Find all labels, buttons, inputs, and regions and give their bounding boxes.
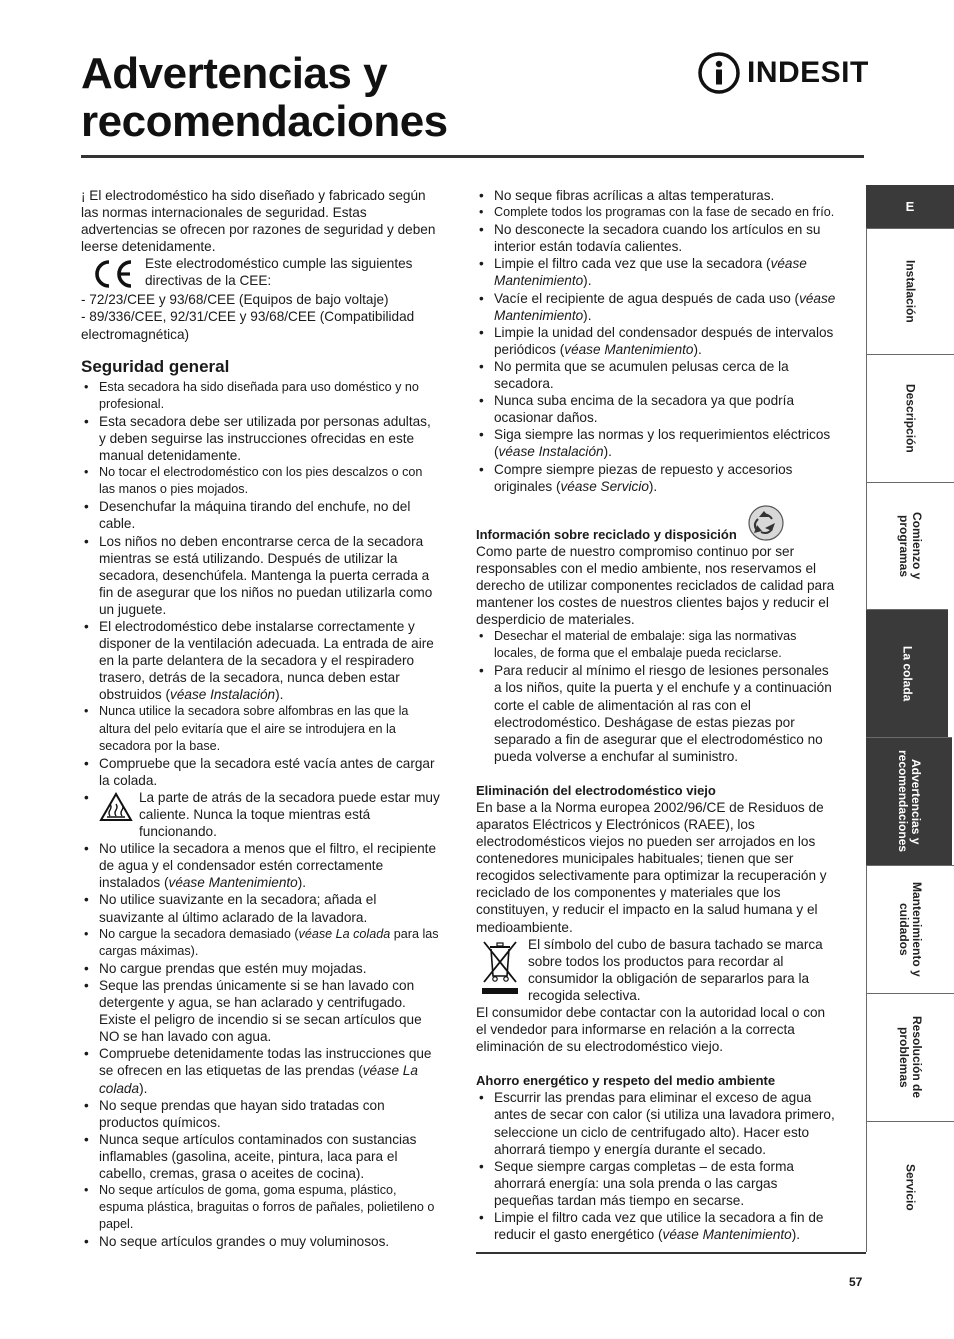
list-item: • Desenchufar la máquina tirando del enchufe, no del cable.	[81, 498, 441, 532]
safety-list-continued	[476, 187, 838, 495]
list-item: • Nunca seque artículos contaminados con sustancias inflamables (gasolina, aceite, pintura, laca para el cabello, cremas, grasa o aceites de cocina).	[81, 1131, 441, 1182]
title-line-1: Advertencias y	[81, 49, 388, 98]
directive-emc: - 89/336/CEE, 92/31/CEE y 93/68/CEE (Compatibilidad electromagnética)	[81, 309, 415, 342]
list-item: • No seque prendas que hayan sido tratadas con productos químicos.	[81, 1097, 441, 1131]
energy-list	[476, 1089, 838, 1243]
list-item: • Los niños no deben encontrarse cerca de la secadora mientras se está utilizando. Después de utilizar la secadora, desenchúfela. Mantenga la puerta cerrada a fin de asegurar que los niños no puedan utilizarla como un juguete.	[81, 533, 441, 618]
section-heading-safety: Seguridad general	[81, 356, 230, 376]
list-item	[81, 789, 441, 840]
tab-descripcion[interactable]	[866, 354, 954, 482]
list-item: • Seque las prendas únicamente si se han lavado con detergente y agua, se han aclarado y centrifugado. Existe el peligro de incendio si se secan artículos que NO se han lavado con agua.	[81, 977, 441, 1045]
cross-reference: véase Instalación	[170, 687, 276, 703]
ce-block	[81, 255, 441, 291]
tab-servicio[interactable]	[866, 1121, 954, 1252]
cross-reference: véase Instalación	[498, 444, 604, 460]
tab-label: Resolución de problemas	[897, 1016, 924, 1099]
brand-name: INDESIT	[747, 56, 869, 89]
recycling-globe-icon	[745, 503, 787, 543]
brand-logo	[697, 51, 869, 95]
list-item: • Complete todos los programas con la fase de secado en frío.	[476, 204, 838, 221]
list-item: • Compruebe detenidamente todas las instrucciones que se ofrecen en las etiquetas de las prendas (véase La colada).	[81, 1045, 441, 1096]
cross-reference: véase Mantenimiento	[662, 1227, 792, 1243]
list-item: • Nunca suba encima de la secadora ya que podría ocasionar daños.	[476, 392, 838, 426]
tab-mantenimiento[interactable]	[866, 865, 954, 993]
list-item: • Desechar el material de embalaje: siga las normativas locales, de forma que el embalaje pueda reciclarse.	[476, 628, 838, 662]
list-item: • Esta secadora debe ser utilizada por personas adultas, y deben seguirse las instrucciones ofrecidas en este manual detenidamente.	[81, 413, 441, 464]
list-item: • Limpie el filtro cada vez que use la secadora (véase Mantenimiento).	[476, 255, 838, 289]
disposal-contact-paragraph: El consumidor debe contactar con la autoridad local o con el vendedor para informarse en relación a la correcta eliminación de su electrodoméstico viejo.	[476, 1005, 826, 1055]
tab-label: Comienzo y programas	[897, 512, 924, 580]
section-heading-energy: Ahorro energético y respeto del medio ambiente	[476, 1073, 776, 1089]
list-item: • No tocar el electrodoméstico con los pies descalzos o con las manos o pies mojados.	[81, 464, 441, 498]
tab-label: Descripción	[903, 384, 918, 453]
weee-block	[476, 936, 838, 1004]
bin-symbol-text: El símbolo del cubo de basura tachado se marca sobre todos los productos para recordar al consumidor la obligación de separarlos para la recogida selectiva.	[528, 936, 823, 1003]
indesit-i-icon	[697, 51, 741, 95]
tab-label: Mantenimiento y cuidados	[897, 882, 924, 977]
list-item: • No utilice suavizante en la secadora; añada el suavizante al último aclarado de la lavadora.	[81, 891, 441, 925]
list-item: • Limpie el filtro cada vez que utilice la secadora a fin de reducir el gasto energético (véase Mantenimiento).	[476, 1209, 838, 1243]
section-sidebar	[866, 185, 954, 1252]
directive-low-voltage: - 72/23/CEE y 93/68/CEE (Equipos de bajo voltaje)	[81, 292, 389, 308]
title-line-2: recomendaciones	[81, 97, 448, 146]
disposal-paragraph: En base a la Norma europea 2002/96/CE de Residuos de aparatos Eléctricos y Electrónicos (RAEE), los electrodomésticos viejos no pueden ser arrojados en los contenedores municipales habituales; tienen que ser recogidos selectivamente para optimizar la recuperación y reciclado de los componentes y materiales que los constituyen, y reducir el impacto en la salud humana y el medioambiente.	[476, 799, 827, 935]
tab-resolucion[interactable]	[866, 993, 954, 1121]
list-item: • No utilice la secadora a menos que el filtro, el recipiente de agua y el condensador estén correctamente instalados (véase Mantenimiento).	[81, 840, 441, 891]
crossed-bin-icon	[480, 938, 520, 994]
list-item: • No seque artículos grandes o muy voluminosos.	[81, 1233, 441, 1250]
list-item: • Nunca utilice la secadora sobre alfombras en las que la altura del pelo evitaría que el aire se introdujera en la secadora por la base.	[81, 703, 441, 754]
cross-reference: véase Mantenimiento	[564, 341, 694, 357]
list-item: • El electrodoméstico debe instalarse correctamente y disponer de la ventilación adecuada. La entrada de aire en la parte delantera de la secadora y el respiradero trasero, detrás de la secadora, nunca deben estar obstruidos (véase Instalación).	[81, 618, 441, 703]
cross-reference: véase Servicio	[560, 478, 649, 494]
recycling-list	[476, 628, 838, 765]
tab-label: La colada	[900, 645, 915, 702]
ce-text: Este electrodoméstico cumple las siguientes directivas de la CEE:	[145, 256, 413, 289]
cross-reference: véase Mantenimiento	[494, 256, 807, 289]
title-divider	[81, 155, 864, 158]
bottom-divider	[476, 1252, 866, 1254]
list-item: • Compruebe que la secadora esté vacía antes de cargar la colada.	[81, 755, 441, 789]
cross-reference: véase La colada	[298, 926, 391, 941]
list-item: • Para reducir al mínimo el riesgo de lesiones personales a los niños, quite la puerta y el enchufe y a continuación corte el cable de alimentación al ras con el electrodoméstico. Deshágase de estas piezas por separado a fin de asegurar que el electrodoméstico no pueda volverse a enchufar al suministro.	[476, 662, 838, 765]
list-item: • No permita que se acumulen pelusas cerca de la secadora.	[476, 358, 838, 392]
section-heading-disposal: Eliminación del electrodoméstico viejo	[476, 782, 716, 798]
list-item: • Esta secadora ha sido diseñada para uso doméstico y no profesional.	[81, 379, 441, 413]
page-title	[81, 50, 448, 146]
list-item: • Limpie la unidad del condensador después de intervalos periódicos (véase Mantenimiento).	[476, 324, 838, 358]
page-number: 57	[849, 1275, 863, 1289]
list-item: • No desconecte la secadora cuando los artículos en su interior están todavía calientes.	[476, 221, 838, 255]
hot-surface-text: • La parte de atrás de la secadora puede estar muy caliente. Nunca la toque mientras está funcionando.	[139, 789, 440, 840]
language-tab[interactable]: E	[866, 185, 954, 228]
list-item: • No seque artículos de goma, goma espuma, plástico, espuma plástica, braguitas o forros de pañales, polietileno o papel.	[81, 1182, 441, 1233]
tab-label: Instalación	[903, 260, 918, 323]
right-column	[476, 187, 838, 1243]
list-item: • No seque fibras acrílicas a altas temperaturas.	[476, 187, 838, 204]
recycling-heading-row	[476, 503, 838, 543]
list-item: • No cargue prendas que estén muy mojadas.	[81, 960, 441, 977]
cross-reference: véase Mantenimiento	[168, 875, 298, 891]
list-item: • Vacíe el recipiente de agua después de cada uso (véase Mantenimiento).	[476, 290, 838, 324]
ce-mark-icon	[87, 257, 137, 291]
recycling-paragraph: Como parte de nuestro compromiso continuo por ser responsables con el medio ambiente, nos reservamos el derecho de utilizar componentes reciclados de calidad para mantener los costes de nuestros clientes bajos y reducir el desperdicio de materiales.	[476, 543, 835, 628]
list-item: • Escurrir las prendas para eliminar el exceso de agua antes de secar con calor (si utiliza una lavadora primero, seleccione un ciclo de centrifugado alto). Hacer esto ahorrará tiempo y energía durante el secado.	[476, 1089, 838, 1157]
cross-reference: véase La colada	[99, 1063, 418, 1096]
tab-label: Servicio	[903, 1163, 918, 1211]
safety-list	[81, 379, 441, 1251]
list-item: • No cargue la secadora demasiado (véase La colada para las cargas máximas).	[81, 926, 441, 960]
tab-comienzo-y-programas[interactable]	[866, 482, 954, 609]
intro-paragraph: ¡ El electrodoméstico ha sido diseñado y fabricado según las normas internacionales de seguridad. Estas advertencias se ofrecen por razones de seguridad y deben leerse detenidamente.	[81, 188, 436, 255]
list-item: • Compre siempre piezas de repuesto y accesorios originales (véase Servicio).	[476, 461, 838, 495]
section-heading-recycling: Información sobre reciclado y disposición	[476, 526, 737, 542]
tab-label: Advertencias y recomendaciones	[896, 750, 923, 853]
left-column	[81, 187, 441, 1250]
tab-instalacion[interactable]	[866, 228, 954, 354]
list-item: • Siga siempre las normas y los requerimientos eléctricos (véase Instalación).	[476, 426, 838, 460]
tab-advertencias[interactable]	[866, 737, 952, 865]
tab-la-colada[interactable]	[866, 609, 948, 737]
hot-surface-warning-icon	[99, 792, 133, 822]
list-item: • Seque siempre cargas completas – de esta forma ahorrará energía: una sola prenda o las cargas pequeñas tardan más tiempo en secarse.	[476, 1158, 838, 1209]
cross-reference: véase Mantenimiento	[494, 290, 836, 323]
